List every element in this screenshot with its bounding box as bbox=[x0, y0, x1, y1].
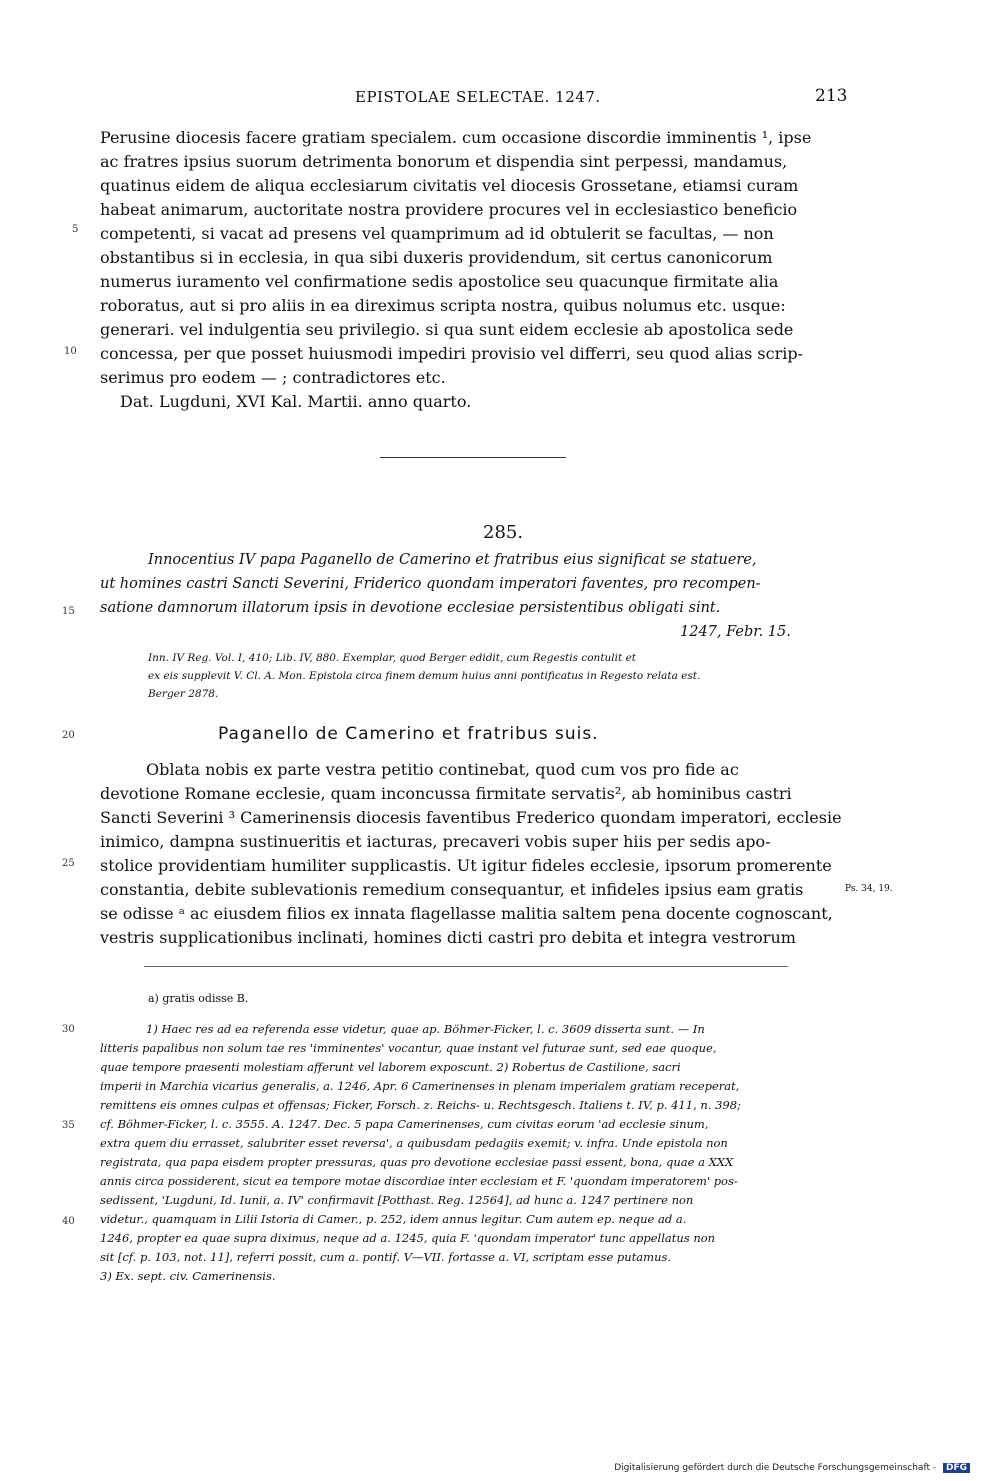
text-line: competenti, si vacat ad presens vel quamprimum ad id obtulerit se facultas, — non bbox=[100, 224, 774, 243]
variant-note: a) gratis odisse B. bbox=[148, 992, 249, 1005]
text-line: constantia, debite sublevationis remedium consequantur, et infideles ipsius eam gratis bbox=[100, 880, 804, 899]
summary-line: satione damnorum illatorum ipsis in devotione ecclesiae persistentibus obligati sint. bbox=[100, 600, 721, 616]
source-note: Inn. IV Reg. Vol. I, 410; Lib. IV, 880. Exemplar, quod Berger edidit, cum Regestis contulit et bbox=[148, 652, 637, 664]
footnote-divider bbox=[144, 966, 788, 967]
page-number: 213 bbox=[815, 86, 848, 106]
address-heading: Paganello de Camerino et fratribus suis. bbox=[218, 724, 599, 744]
text-line: stolice providentiam humiliter supplicastis. Ut igitur fideles ecclesie, ipsorum promerente bbox=[100, 856, 832, 875]
text-line: numerus iuramento vel confirmatione sedis apostolice seu quacunque firmitate alia bbox=[100, 272, 779, 291]
line-number: 20 bbox=[62, 730, 75, 741]
line-number: 5 bbox=[72, 224, 79, 235]
footnote-line: 1) Haec res ad ea referenda esse videtur, quae ap. Böhmer-Ficker, l. c. 3609 disserta sunt. — In bbox=[146, 1022, 705, 1036]
footnote-line: registrata, qua papa eisdem propter pressuras, quas pro devotione ecclesiae passi essent, bona, quae a XXX bbox=[100, 1155, 734, 1169]
text-line: inimico, dampna sustinueritis et iacturas, precaveri vobis super hiis per sedis apo- bbox=[100, 832, 771, 851]
document-number: 285. bbox=[483, 522, 524, 543]
footnote-line: litteris papalibus non solum tae res 'imminentes' vocantur, quae instant vel futurae sunt, sed eae quoque, bbox=[100, 1041, 717, 1055]
text-line: Sancti Severini ³ Camerinensis diocesis faventibus Frederico quondam imperatori, ecclesie bbox=[100, 808, 842, 827]
dating-clause: Dat. Lugduni, XVI Kal. Martii. anno quarto. bbox=[120, 392, 472, 411]
text-line: ac fratres ipsius suorum detrimenta bonorum et dispendia sint perpessi, mandamus, bbox=[100, 152, 788, 171]
text-line: Oblata nobis ex parte vestra petitio continebat, quod cum vos pro fide ac bbox=[146, 760, 739, 779]
footnote-line: videtur., quamquam in Lilii Istoria di Camer., p. 252, idem annus legitur. Cum autem ep. neque ad a. bbox=[100, 1212, 687, 1226]
text-line: quatinus eidem de aliqua ecclesiarum civitatis vel diocesis Grossetane, etiamsi curam bbox=[100, 176, 799, 195]
source-note: Berger 2878. bbox=[148, 688, 219, 700]
footnote-line: remittens eis omnes culpas et offensas; Ficker, Forsch. z. Reichs- u. Rechtsgesch. Italiens t. IV, p. 411, n. 398; bbox=[100, 1098, 741, 1112]
footnote-line: annis circa possiderent, sicut ea tempore motae discordiae inter ecclesiam et F. 'quondam imperatorem' pos- bbox=[100, 1174, 738, 1188]
section-divider bbox=[380, 457, 566, 458]
dfg-logo: DFG bbox=[943, 1463, 970, 1473]
text-line: Perusine diocesis facere gratiam specialem. cum occasione discordie imminentis ¹, ipse bbox=[100, 128, 812, 147]
document-date: 1247, Febr. 15. bbox=[680, 624, 791, 640]
footnote-line: quae tempore praesenti molestiam afferunt vel laborem exposcunt. 2) Robertus de Castilione, sacri bbox=[100, 1060, 681, 1074]
text-line: serimus pro eodem — ; contradictores etc. bbox=[100, 368, 446, 387]
digitization-credit bbox=[614, 1463, 970, 1473]
text-line: generari. vel indulgentia seu privilegio. si qua sunt eidem ecclesie ab apostolica sede bbox=[100, 320, 794, 339]
line-number: 10 bbox=[64, 346, 77, 357]
footnote-line: extra quem diu errasset, salubriter esset reversa', a quibusdam pedagiis exemit; v. infra. Unde epistola non bbox=[100, 1136, 728, 1150]
line-number: 15 bbox=[62, 606, 75, 617]
footnote-line: sit [cf. p. 103, not. 11], referri possit, cum a. pontif. V—VII. fortasse a. VI, scriptam esse putamus. bbox=[100, 1250, 672, 1264]
line-number: 25 bbox=[62, 858, 75, 869]
text-line: devotione Romane ecclesie, quam inconcussa firmitate servatis², ab hominibus castri bbox=[100, 784, 792, 803]
summary-line: Innocentius IV papa Paganello de Camerino et fratribus eius significat se statuere, bbox=[148, 552, 757, 568]
text-line: habeat animarum, auctoritate nostra providere procures vel in ecclesiastico beneficio bbox=[100, 200, 798, 219]
credit-text: Digitalisierung gefördert durch die Deutsche Forschungsgemeinschaft - bbox=[614, 1463, 937, 1473]
line-number: 30 bbox=[62, 1024, 75, 1035]
margin-reference: Ps. 34, 19. bbox=[845, 884, 893, 894]
summary-line: ut homines castri Sancti Severini, Friderico quondam imperatori faventes, pro recompen- bbox=[100, 576, 761, 592]
footnote-line: cf. Böhmer-Ficker, l. c. 3555. A. 1247. Dec. 5 papa Camerinenses, cum civitas eorum 'ad ecclesie sinum, bbox=[100, 1117, 709, 1131]
footnote-line: 1246, propter ea quae supra diximus, neque ad a. 1245, quia F. 'quondam imperator' tunc appellatus non bbox=[100, 1231, 716, 1245]
text-line: vestris supplicationibus inclinati, homines dicti castri pro debita et integra vestrorum bbox=[100, 928, 796, 947]
text-line: obstantibus si in ecclesia, in qua sibi duxeris providendum, sit certus canonicorum bbox=[100, 248, 773, 267]
running-header: EPISTOLAE SELECTAE. 1247. bbox=[355, 88, 601, 106]
source-note: ex eis supplevit V. Cl. A. Mon. Epistola circa finem demum huius anni pontificatus in Regesto relata est. bbox=[148, 670, 701, 682]
footnote-line: imperii in Marchia vicarius generalis, a. 1246, Apr. 6 Camerinenses in plenam imperialem gratiam receperat, bbox=[100, 1079, 740, 1093]
text-line: concessa, per que posset huiusmodi impediri provisio vel differri, seu quod alias scrip- bbox=[100, 344, 803, 363]
footnote-line: sedissent, 'Lugduni, Id. Iunii, a. IV' confirmavit [Potthast. Reg. 12564], ad hunc a. 1247 pertinere non bbox=[100, 1193, 694, 1207]
text-line: se odisse ᵃ ac eiusdem filios ex innata flagellasse malitia saltem pena docente cognoscant, bbox=[100, 904, 833, 923]
text-line: roboratus, aut si pro aliis in ea direximus scripta nostra, quibus nolumus etc. usque: bbox=[100, 296, 786, 315]
line-number: 40 bbox=[62, 1216, 75, 1227]
footnote-line: 3) Ex. sept. civ. Camerinensis. bbox=[100, 1269, 276, 1283]
line-number: 35 bbox=[62, 1120, 75, 1131]
